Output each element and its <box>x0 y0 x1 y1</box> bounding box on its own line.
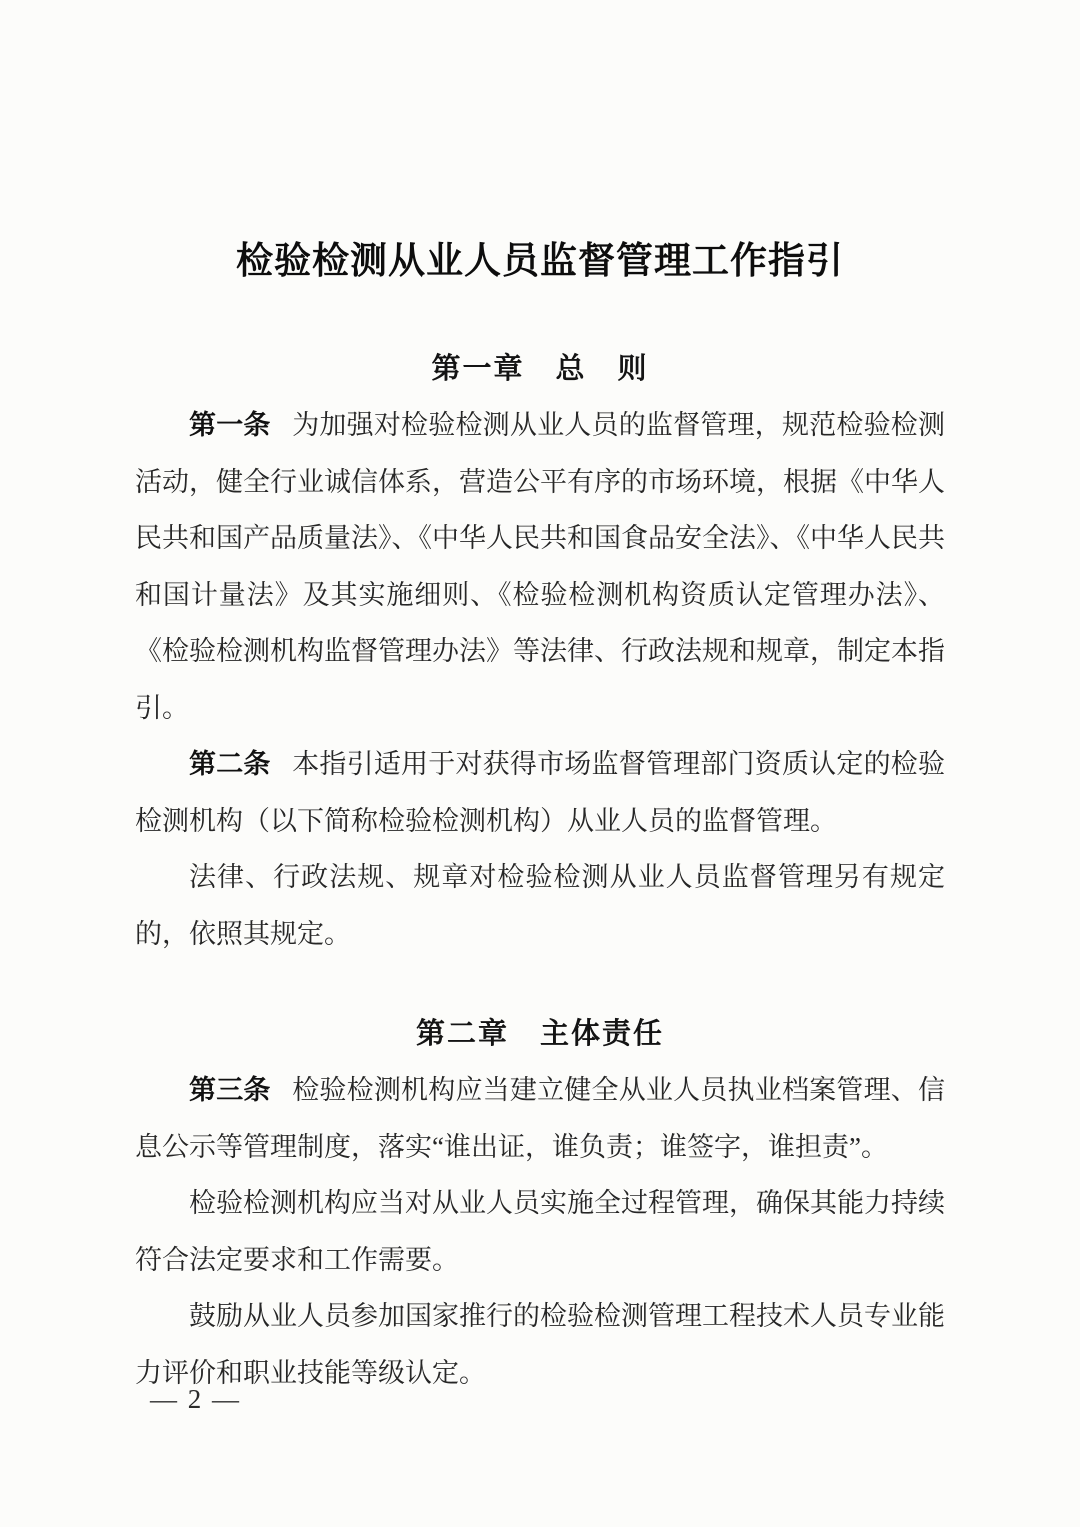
chapter-2-heading: 第二章 主体责任 <box>415 1018 664 1050</box>
article-2-text: 本指引适用于对获得市场监督管理部门资质认定的检验检测机构（以下简称检验检测机构）从业人员的监督管理。 <box>135 749 946 836</box>
document-title: 检验检测从业人员监督管理工作指引 <box>236 241 844 282</box>
article-1-text: 为加强对检验检测从业人员的监督管理，规范检验检测活动，健全行业诚信体系，营造公平有序的市场环境，根据《中华人民共和国产品质量法》、《中华人民共和国食品安全法》、《中华人民共和国计量法》及其实施细则、《检验检测机构资质认定管理办法》、《检验检测机构监督管理办法》等法律、行政法规和规章，制定本指引。 <box>135 410 946 723</box>
article-2-supplement-paragraph: 法律、行政法规、规章对检验检测从业人员监督管理另有规定的，依照其规定。 <box>135 862 945 949</box>
article-3-supplement-paragraph-1: 检验检测机构应当对从业人员实施全过程管理，确保其能力持续符合法定要求和工作需要。 <box>135 1188 945 1275</box>
page-number: — 2 — <box>150 1384 241 1414</box>
chapter-1-heading: 第一章 总 则 <box>431 353 649 385</box>
article-3-paragraph <box>135 1062 945 1175</box>
article-1-label: 第一条 <box>189 410 271 440</box>
article-2-label: 第二条 <box>189 749 271 779</box>
article-3-label: 第三条 <box>189 1075 271 1105</box>
article-1-paragraph <box>135 397 945 736</box>
article-3-text: 检验检测机构应当建立健全从业人员执业档案管理、信息公示等管理制度，落实“谁出证，谁负责；谁签字，谁担责”。 <box>135 1075 946 1162</box>
article-2-paragraph <box>135 736 945 849</box>
article-3-supplement-paragraph-2: 鼓励从业人员参加国家推行的检验检测管理工程技术人员专业能力评价和职业技能等级认定。 <box>135 1301 945 1388</box>
